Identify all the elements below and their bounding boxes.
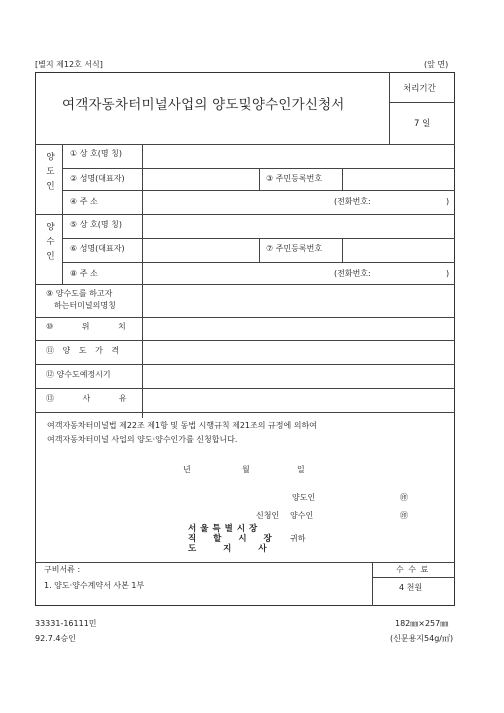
divider bbox=[35, 412, 455, 413]
transferee-address-label: ⑧ 주 소 bbox=[70, 269, 98, 278]
transferor-phone-close: ) bbox=[446, 197, 450, 206]
transferee-name-label: ⑥ 성명(대표자) bbox=[70, 244, 125, 253]
transferor-trade-name-field[interactable] bbox=[142, 144, 455, 168]
transferee-trade-name-field[interactable] bbox=[142, 214, 455, 238]
schedule-field[interactable] bbox=[142, 364, 455, 388]
divider bbox=[389, 72, 390, 144]
transferee-phone-close: ) bbox=[446, 269, 450, 278]
transferor-name-field[interactable] bbox=[142, 168, 259, 190]
transferor-resident-field[interactable] bbox=[342, 168, 455, 190]
addressee-seoul: 서울특별시장 bbox=[188, 524, 262, 534]
transferee-trade-name-label: ⑤ 상 호(명 칭) bbox=[70, 220, 122, 229]
transferor-name-label: ② 성명(대표자) bbox=[70, 174, 125, 183]
transferor-phone-label: (전화번호: bbox=[334, 197, 371, 206]
transferor-address-label: ④ 주 소 bbox=[70, 197, 98, 206]
footer-code: 33331-16111민 bbox=[35, 619, 97, 628]
transferor-section-label: 양도인 bbox=[44, 152, 55, 196]
addressee-province: 도 지 사 bbox=[188, 544, 279, 554]
price-label: ⑪ 양 도 가 격 bbox=[46, 346, 123, 355]
addressee-city: 직 할 시 장 bbox=[188, 534, 279, 544]
form-number: [별지 제12호 서식] bbox=[35, 60, 103, 69]
price-field[interactable] bbox=[142, 340, 455, 364]
divider bbox=[372, 562, 373, 606]
transferee-address-field[interactable] bbox=[142, 262, 455, 284]
documents-item-1: 1. 양도·양수계약서 사본 1부 bbox=[44, 581, 145, 590]
divider bbox=[259, 168, 260, 190]
transferee-resident-label: ⑦ 주민등록번호 bbox=[266, 244, 323, 253]
terminal-name-label-2: 하는터미널의명칭 bbox=[54, 301, 116, 310]
transferee-name-field[interactable] bbox=[142, 238, 259, 262]
addressee-suffix: 귀하 bbox=[290, 534, 306, 543]
statement-line-1: 여객자동차터미널법 제22조 제1항 및 동법 시행규칙 제21조의 규정에 의하여 bbox=[47, 421, 317, 430]
reason-label: ⑬ 사 유 bbox=[46, 394, 140, 403]
applicant-transferee: 양수인 bbox=[290, 511, 314, 520]
schedule-label: ⑫ 양수도예정시기 bbox=[46, 370, 111, 379]
transferee-seal[interactable]: ㊞ bbox=[400, 511, 408, 520]
applicant-prefix: 신청인 bbox=[256, 511, 280, 520]
transferor-trade-name-label: ① 상 호(명 칭) bbox=[70, 149, 122, 158]
transferor-seal[interactable]: ㊞ bbox=[400, 493, 408, 502]
applicant-transferor: 양도인 bbox=[292, 493, 316, 502]
divider bbox=[35, 562, 455, 563]
footer-approved: 92.7.4승인 bbox=[35, 634, 76, 643]
fee-value: 4 천원 bbox=[399, 583, 423, 592]
processing-label: 처리기간 bbox=[403, 84, 436, 94]
transferee-phone-label: (전화번호: bbox=[334, 269, 371, 278]
form-title: 여객자동차터미널사업의 양도및양수인가신청서 bbox=[62, 97, 345, 113]
statement-line-2: 여객자동차터미널 사업의 양도·양수인가를 신청합니다. bbox=[47, 435, 238, 444]
date-day: 일 bbox=[297, 465, 305, 474]
documents-label: 구비서류 : bbox=[44, 565, 81, 574]
transferor-address-field[interactable] bbox=[142, 190, 455, 214]
location-field[interactable] bbox=[142, 317, 455, 340]
divider bbox=[259, 238, 260, 262]
divider bbox=[389, 102, 455, 103]
page-side: (앞 면) bbox=[424, 60, 449, 69]
terminal-name-label: ⑨ 양수도를 하고자 bbox=[46, 289, 113, 298]
date-year: 년 bbox=[183, 465, 191, 474]
fee-label: 수 수 료 bbox=[396, 565, 430, 574]
transferee-resident-field[interactable] bbox=[342, 238, 455, 262]
reason-field[interactable] bbox=[142, 388, 455, 412]
processing-value: 7 일 bbox=[414, 119, 431, 129]
transferor-resident-label: ③ 주민등록번호 bbox=[266, 174, 323, 183]
divider bbox=[372, 577, 455, 578]
terminal-name-field[interactable] bbox=[142, 284, 455, 317]
footer-paper: (신문용지54g/㎡) bbox=[390, 634, 454, 643]
transferee-section-label: 양수인 bbox=[44, 222, 55, 266]
footer-size: 182㎜×257㎜ bbox=[395, 619, 449, 628]
date-month: 월 bbox=[242, 465, 250, 474]
location-label: ⑩ 위 치 bbox=[46, 322, 139, 331]
